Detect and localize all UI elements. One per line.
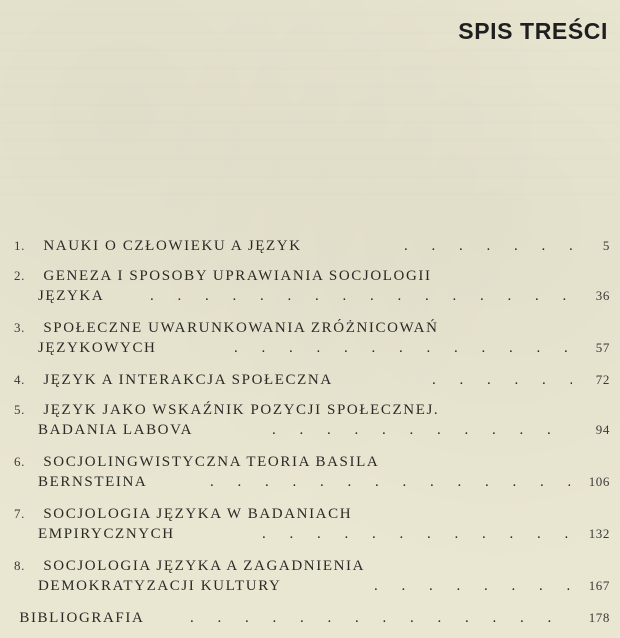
dot-leader	[272, 420, 572, 440]
toc-entry-line	[14, 452, 610, 472]
toc-entry-page: 57	[595, 340, 610, 355]
toc-entry-number: 5.	[14, 402, 25, 417]
toc-entry-line	[14, 504, 610, 524]
toc-entry-4	[14, 370, 610, 390]
toc-entry-line	[14, 236, 610, 256]
toc-entry-number: 1.	[14, 238, 25, 253]
toc-entry-line	[14, 266, 610, 286]
toc-entry-page: 106	[588, 474, 610, 489]
toc-entry-line	[14, 286, 610, 306]
toc-entry-line	[14, 370, 610, 390]
toc-entry-number: 3.	[14, 320, 25, 335]
toc-entry-title-cont: JĘZYKOWYCH	[38, 340, 157, 356]
toc-entry-number: 4.	[14, 372, 25, 387]
toc-entry-title: SOCJOLOGIA JĘZYKA W BADANIACH	[43, 506, 353, 522]
toc-entry-3	[14, 318, 610, 358]
toc-entry-line	[14, 420, 610, 440]
dot-leader	[404, 236, 574, 256]
dot-leader	[150, 286, 570, 306]
toc-entry-title-cont: BERNSTEINA	[38, 474, 148, 490]
toc-entry-title-cont: BADANIA LABOVA	[38, 422, 194, 438]
toc-entry-number: 8.	[14, 558, 25, 573]
toc-entry-number: 7.	[14, 506, 25, 521]
toc-entry-page: 72	[595, 372, 610, 387]
toc-entry-page: 132	[588, 526, 610, 541]
toc-entry-5	[14, 400, 610, 440]
toc-entry-line	[14, 400, 610, 420]
toc-entry-title-cont: DEMOKRATYZACJI KULTURY	[38, 578, 282, 594]
toc-entry-number: 2.	[14, 268, 25, 283]
toc-entry-title: SPOŁECZNE UWARUNKOWANIA ZRÓŻNICOWAŃ	[43, 320, 439, 336]
toc-entry-8	[14, 556, 610, 596]
toc-entry-title: JĘZYK JAKO WSKAŹNIK POZYCJI SPOŁECZNEJ.	[43, 402, 440, 418]
toc-entry-page: 178	[588, 610, 610, 625]
dot-leader	[262, 524, 570, 544]
toc-entry-line	[14, 556, 610, 576]
dot-leader	[210, 472, 570, 492]
toc-entry-line	[14, 576, 610, 596]
toc-entry-title: SOCJOLOGIA JĘZYKA A ZAGADNIENIA	[43, 558, 366, 574]
toc-entry-7	[14, 504, 610, 544]
toc-entry-page: 167	[588, 578, 610, 593]
toc-entry-title: NAUKI O CZŁOWIEKU A JĘZYK	[43, 238, 302, 254]
toc-entry-title-cont: EMPIRYCZNYCH	[38, 526, 175, 542]
dot-leader	[374, 576, 572, 596]
toc-entry-number: 6.	[14, 454, 25, 469]
toc-entry-title-cont: JĘZYKA	[38, 288, 105, 304]
toc-entry-2	[14, 266, 610, 306]
page-title: SPIS TREŚCI	[458, 18, 608, 44]
toc-entry-title: BIBLIOGRAFIA	[19, 610, 145, 626]
toc-entry-page: 36	[595, 288, 610, 303]
table-of-contents	[14, 236, 610, 638]
toc-entry-line	[14, 472, 610, 492]
toc-entry-line	[14, 524, 610, 544]
toc-entry-bibliography	[14, 608, 610, 628]
toc-entry-line	[14, 338, 610, 358]
toc-entry-title: SOCJOLINGWISTYCZNA TEORIA BASILA	[43, 454, 380, 470]
toc-entry-title: GENEZA I SPOSOBY UPRAWIANIA SOCJOLOGII	[43, 268, 432, 284]
toc-entry-6	[14, 452, 610, 492]
dot-leader	[190, 608, 572, 628]
toc-entry-page: 5	[602, 238, 610, 253]
toc-entry-1	[14, 236, 610, 256]
toc-entry-line	[14, 608, 610, 628]
toc-entry-title: JĘZYK A INTERAKCJA SPOŁECZNA	[43, 372, 333, 388]
dot-leader	[432, 370, 572, 390]
dot-leader	[234, 338, 570, 358]
toc-entry-page: 94	[595, 422, 610, 437]
toc-entry-line	[14, 318, 610, 338]
